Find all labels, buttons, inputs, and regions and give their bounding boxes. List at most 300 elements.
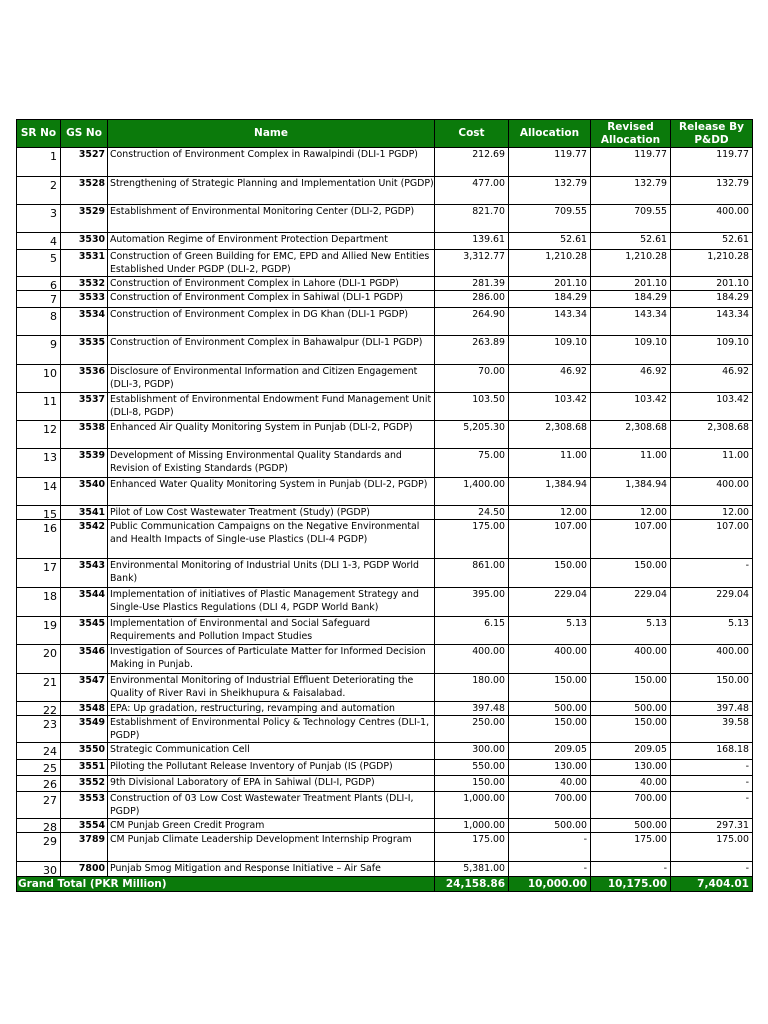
revised-allocation-cell-text: 12.00 <box>640 507 667 518</box>
cost-cell <box>435 506 509 520</box>
revised-allocation-cell <box>591 792 671 819</box>
revised-allocation-cell-text: 109.10 <box>634 337 667 348</box>
name-cell-text: Disclosure of Environmental Information and Citizen Engagement (DLI-3, PGDP) <box>110 366 418 390</box>
cost-cell <box>435 393 509 421</box>
name-cell <box>108 674 435 702</box>
allocation-cell-text: 500.00 <box>554 703 587 714</box>
sr-no-cell-text: 3 <box>50 207 57 220</box>
name-cell-text: Pilot of Low Cost Wastewater Treatment (Study) (PGDP) <box>110 507 370 518</box>
revised-allocation-cell-text: - <box>663 863 667 874</box>
release-cell-text: 109.10 <box>716 337 749 348</box>
sr-no-cell-text: 16 <box>43 522 57 535</box>
gs-no-cell <box>61 148 108 177</box>
allocation-cell-text: 184.29 <box>554 292 587 303</box>
cost-cell <box>435 833 509 862</box>
gs-no-cell <box>61 250 108 277</box>
allocation-cell-text: 1,210.28 <box>545 251 587 262</box>
allocation-cell-text: 5.13 <box>566 618 587 629</box>
name-cell-text: 9th Divisional Laboratory of EPA in Sahiwal (DLI-I, PGDP) <box>110 777 375 788</box>
table-row <box>17 365 753 393</box>
cost-cell-text: 180.00 <box>472 675 505 686</box>
revised-allocation-cell-text: 40.00 <box>640 777 667 788</box>
table-row <box>17 233 753 250</box>
release-cell-text: 201.10 <box>716 278 749 289</box>
gs-no-cell <box>61 478 108 506</box>
gs-no-cell <box>61 393 108 421</box>
header-allocation: Allocation <box>509 120 591 148</box>
sr-no-cell <box>17 559 61 588</box>
table-row <box>17 177 753 205</box>
gs-no-cell <box>61 645 108 674</box>
sr-no-cell <box>17 588 61 617</box>
cost-cell <box>435 308 509 336</box>
table-row <box>17 421 753 449</box>
revised-allocation-cell <box>591 776 671 792</box>
sr-no-cell-text: 2 <box>50 179 57 192</box>
cost-cell <box>435 277 509 291</box>
allocation-cell <box>509 520 591 559</box>
grand-total-release: 7,404.01 <box>671 877 753 892</box>
release-cell <box>671 308 753 336</box>
sr-no-cell <box>17 205 61 233</box>
gs-no-cell <box>61 291 108 308</box>
allocation-cell-text: 143.34 <box>554 309 587 320</box>
revised-allocation-cell <box>591 702 671 716</box>
allocation-cell <box>509 674 591 702</box>
name-cell <box>108 559 435 588</box>
release-cell <box>671 776 753 792</box>
gs-no-cell-text: 3544 <box>78 589 105 600</box>
allocation-cell-text: 1,384.94 <box>545 479 587 490</box>
gs-no-cell <box>61 421 108 449</box>
sr-no-cell <box>17 177 61 205</box>
gs-no-cell-text: 3529 <box>78 206 105 217</box>
allocation-cell <box>509 148 591 177</box>
gs-no-cell-text: 3553 <box>78 793 105 804</box>
name-cell <box>108 506 435 520</box>
sr-no-cell-text: 13 <box>43 451 57 464</box>
cost-cell <box>435 421 509 449</box>
revised-allocation-cell <box>591 760 671 776</box>
name-cell-text: Strategic Communication Cell <box>110 744 250 755</box>
cost-cell <box>435 674 509 702</box>
name-cell <box>108 205 435 233</box>
header-sr-no: SR No <box>17 120 61 148</box>
cost-cell <box>435 716 509 743</box>
revised-allocation-cell <box>591 716 671 743</box>
sr-no-cell <box>17 674 61 702</box>
release-cell <box>671 520 753 559</box>
cost-cell <box>435 336 509 365</box>
release-cell-text: 297.31 <box>716 820 749 831</box>
cost-cell <box>435 760 509 776</box>
cost-cell <box>435 559 509 588</box>
sr-no-cell-text: 18 <box>43 590 57 603</box>
revised-allocation-cell-text: 229.04 <box>634 589 667 600</box>
sr-no-cell-text: 7 <box>50 293 57 306</box>
sr-no-cell <box>17 760 61 776</box>
release-cell <box>671 743 753 760</box>
name-cell <box>108 702 435 716</box>
gs-no-cell-text: 3547 <box>78 675 105 686</box>
release-cell-text: 150.00 <box>716 675 749 686</box>
sr-no-cell-text: 17 <box>43 561 57 574</box>
gs-no-cell-text: 3528 <box>78 178 105 189</box>
grand-total-row <box>17 877 753 892</box>
release-cell <box>671 506 753 520</box>
allocation-cell <box>509 277 591 291</box>
release-cell-text: 397.48 <box>716 703 749 714</box>
release-cell-text: 103.42 <box>716 394 749 405</box>
allocation-cell <box>509 308 591 336</box>
release-cell-text: - <box>745 793 749 804</box>
cost-cell-text: 397.48 <box>472 703 505 714</box>
allocation-cell-text: - <box>583 834 587 845</box>
allocation-cell-text: 109.10 <box>554 337 587 348</box>
gs-no-cell <box>61 833 108 862</box>
sr-no-cell-text: 12 <box>43 423 57 436</box>
revised-allocation-cell-text: 1,210.28 <box>625 251 667 262</box>
cost-cell <box>435 862 509 877</box>
allocation-cell <box>509 743 591 760</box>
allocation-cell-text: 130.00 <box>554 761 587 772</box>
gs-no-cell-text: 3554 <box>78 820 105 831</box>
allocation-cell-text: 709.55 <box>554 206 587 217</box>
release-cell-text: 1,210.28 <box>707 251 749 262</box>
name-cell <box>108 365 435 393</box>
sr-no-cell-text: 23 <box>43 718 57 731</box>
gs-no-cell <box>61 862 108 877</box>
revised-allocation-cell <box>591 205 671 233</box>
sr-no-cell <box>17 449 61 478</box>
gs-no-cell-text: 3530 <box>78 234 105 245</box>
cost-cell <box>435 250 509 277</box>
cost-cell-text: 75.00 <box>478 450 505 461</box>
allocation-cell-text: 229.04 <box>554 589 587 600</box>
revised-allocation-cell <box>591 819 671 833</box>
revised-allocation-cell <box>591 520 671 559</box>
name-cell <box>108 862 435 877</box>
cost-cell <box>435 645 509 674</box>
gs-no-cell <box>61 520 108 559</box>
name-cell <box>108 308 435 336</box>
cost-cell-text: 139.61 <box>472 234 505 245</box>
allocation-cell <box>509 233 591 250</box>
release-cell-text: 39.58 <box>722 717 749 728</box>
sr-no-cell <box>17 743 61 760</box>
name-cell-text: Establishment of Environmental Policy & Technology Centres (DLI-1, PGDP) <box>110 717 430 741</box>
sr-no-cell <box>17 148 61 177</box>
cost-cell-text: 300.00 <box>472 744 505 755</box>
cost-cell-text: 5,205.30 <box>463 422 505 433</box>
cost-cell <box>435 776 509 792</box>
gs-no-cell-text: 3550 <box>78 744 105 755</box>
name-cell <box>108 233 435 250</box>
table-row <box>17 291 753 308</box>
gs-no-cell <box>61 760 108 776</box>
name-cell <box>108 148 435 177</box>
revised-allocation-cell <box>591 588 671 617</box>
release-cell <box>671 792 753 819</box>
revised-allocation-cell-text: 5.13 <box>646 618 667 629</box>
gs-no-cell <box>61 702 108 716</box>
name-cell <box>108 250 435 277</box>
name-cell <box>108 645 435 674</box>
sr-no-cell <box>17 250 61 277</box>
sr-no-cell <box>17 862 61 877</box>
name-cell-text: EPA: Up gradation, restructuring, revamping and automation <box>110 703 395 714</box>
table-row <box>17 776 753 792</box>
table-row <box>17 478 753 506</box>
release-cell-text: 119.77 <box>716 149 749 160</box>
allocation-cell <box>509 336 591 365</box>
sr-no-cell-text: 5 <box>50 252 57 265</box>
gs-no-cell <box>61 205 108 233</box>
allocation-cell-text: 119.77 <box>554 149 587 160</box>
table-row <box>17 277 753 291</box>
name-cell-text: Environmental Monitoring of Industrial Effluent Deteriorating the Quality of River Ravi in Sheikhupura & Faisalabad. <box>110 675 414 699</box>
sr-no-cell-text: 15 <box>43 508 57 519</box>
name-cell-text: Strengthening of Strategic Planning and Implementation Unit (PGDP) <box>110 178 434 189</box>
sr-no-cell <box>17 520 61 559</box>
release-cell-text: 132.79 <box>716 178 749 189</box>
table-row <box>17 862 753 877</box>
release-cell-text: 52.61 <box>722 234 749 245</box>
cost-cell-text: 264.90 <box>472 309 505 320</box>
revised-allocation-cell <box>591 421 671 449</box>
revised-allocation-cell-text: 709.55 <box>634 206 667 217</box>
name-cell-text: Enhanced Air Quality Monitoring System in Punjab (DLI-2, PGDP) <box>110 422 413 433</box>
gs-no-cell-text: 3534 <box>78 309 105 320</box>
table-row <box>17 833 753 862</box>
cost-cell <box>435 177 509 205</box>
name-cell <box>108 760 435 776</box>
sr-no-cell-text: 26 <box>43 778 57 791</box>
cost-cell <box>435 588 509 617</box>
allocation-cell <box>509 833 591 862</box>
revised-allocation-cell <box>591 365 671 393</box>
cost-cell <box>435 617 509 645</box>
sr-no-cell <box>17 365 61 393</box>
name-cell-text: Enhanced Water Quality Monitoring System in Punjab (DLI-2, PGDP) <box>110 479 428 490</box>
cost-cell <box>435 743 509 760</box>
revised-allocation-cell-text: 400.00 <box>634 646 667 657</box>
name-cell <box>108 588 435 617</box>
table-row <box>17 559 753 588</box>
release-cell <box>671 588 753 617</box>
allocation-cell-text: 11.00 <box>560 450 587 461</box>
table-row <box>17 393 753 421</box>
release-cell-text: 175.00 <box>716 834 749 845</box>
revised-allocation-cell-text: 500.00 <box>634 703 667 714</box>
sr-no-cell-text: 30 <box>43 864 57 876</box>
sr-no-cell <box>17 308 61 336</box>
table-row <box>17 449 753 478</box>
sr-no-cell <box>17 776 61 792</box>
sr-no-cell <box>17 421 61 449</box>
sr-no-cell-text: 4 <box>50 235 57 248</box>
sr-no-cell-text: 24 <box>43 745 57 758</box>
name-cell <box>108 743 435 760</box>
cost-cell-text: 212.69 <box>472 149 505 160</box>
revised-allocation-cell <box>591 645 671 674</box>
name-cell-text: Construction of Environment Complex in Bahawalpur (DLI-1 PGDP) <box>110 337 423 348</box>
cost-cell-text: 477.00 <box>472 178 505 189</box>
sr-no-cell <box>17 617 61 645</box>
allocation-cell <box>509 776 591 792</box>
gs-no-cell <box>61 277 108 291</box>
cost-cell-text: 395.00 <box>472 589 505 600</box>
sr-no-cell-text: 21 <box>43 676 57 689</box>
release-cell <box>671 862 753 877</box>
revised-allocation-cell-text: 46.92 <box>640 366 667 377</box>
allocation-cell-text: 209.05 <box>554 744 587 755</box>
sr-no-cell <box>17 277 61 291</box>
table-row <box>17 308 753 336</box>
gs-no-cell <box>61 617 108 645</box>
cost-cell-text: 175.00 <box>472 834 505 845</box>
header-name: Name <box>108 120 435 148</box>
revised-allocation-cell <box>591 233 671 250</box>
release-cell-text: 11.00 <box>722 450 749 461</box>
revised-allocation-cell-text: 150.00 <box>634 717 667 728</box>
cost-cell-text: 103.50 <box>472 394 505 405</box>
table-row <box>17 743 753 760</box>
allocation-cell-text: 150.00 <box>554 717 587 728</box>
name-cell-text: CM Punjab Green Credit Program <box>110 820 265 831</box>
release-cell-text: 229.04 <box>716 589 749 600</box>
cost-cell-text: 6.15 <box>484 618 505 629</box>
allocation-cell <box>509 792 591 819</box>
gs-no-cell-text: 3533 <box>78 292 105 303</box>
grand-total-allocation: 10,000.00 <box>509 877 591 892</box>
allocation-cell-text: 132.79 <box>554 178 587 189</box>
gs-no-cell-text: 7800 <box>78 863 105 874</box>
gs-no-cell-text: 3541 <box>78 507 105 518</box>
header-cost: Cost <box>435 120 509 148</box>
sr-no-cell-text: 8 <box>50 310 57 323</box>
name-cell <box>108 478 435 506</box>
revised-allocation-cell <box>591 277 671 291</box>
revised-allocation-cell <box>591 506 671 520</box>
cost-cell-text: 286.00 <box>472 292 505 303</box>
header-gs-no: GS No <box>61 120 108 148</box>
allocation-cell <box>509 449 591 478</box>
release-cell-text: - <box>745 560 749 571</box>
revised-allocation-cell-text: 1,384.94 <box>625 479 667 490</box>
name-cell <box>108 819 435 833</box>
header-row <box>17 120 753 148</box>
revised-allocation-cell-text: 119.77 <box>634 149 667 160</box>
allocation-cell <box>509 716 591 743</box>
allocation-cell <box>509 819 591 833</box>
revised-allocation-cell-text: 103.42 <box>634 394 667 405</box>
name-cell-text: Construction of Environment Complex in DG Khan (DLI-1 PGDP) <box>110 309 409 320</box>
sr-no-cell-text: 9 <box>50 338 57 351</box>
release-cell <box>671 617 753 645</box>
release-cell-text: 400.00 <box>716 206 749 217</box>
release-cell-text: 46.92 <box>722 366 749 377</box>
name-cell <box>108 421 435 449</box>
cost-cell-text: 5,381.00 <box>463 863 505 874</box>
cost-cell-text: 250.00 <box>472 717 505 728</box>
table-row <box>17 760 753 776</box>
gs-no-cell <box>61 336 108 365</box>
table-row <box>17 250 753 277</box>
sr-no-cell-text: 22 <box>43 704 57 715</box>
allocation-cell-text: 107.00 <box>554 521 587 532</box>
release-cell <box>671 148 753 177</box>
cost-cell <box>435 449 509 478</box>
cost-cell <box>435 702 509 716</box>
release-cell <box>671 336 753 365</box>
revised-allocation-cell-text: 132.79 <box>634 178 667 189</box>
allocation-cell <box>509 478 591 506</box>
sr-no-cell-text: 6 <box>50 279 57 290</box>
name-cell <box>108 336 435 365</box>
release-cell-text: 107.00 <box>716 521 749 532</box>
name-cell <box>108 833 435 862</box>
release-cell <box>671 716 753 743</box>
cost-cell-text: 1,000.00 <box>463 820 505 831</box>
header-release: Release By P&DD <box>671 120 753 148</box>
name-cell <box>108 449 435 478</box>
sr-no-cell <box>17 393 61 421</box>
sr-no-cell <box>17 478 61 506</box>
name-cell-text: Environmental Monitoring of Industrial Units (DLI 1-3, PGDP World Bank) <box>110 560 419 584</box>
gs-no-cell <box>61 588 108 617</box>
release-cell-text: 143.34 <box>716 309 749 320</box>
release-cell-text: 168.18 <box>716 744 749 755</box>
name-cell-text: Public Communication Campaigns on the Negative Environmental and Health Impacts of Single-use Plastics (DLI-4 PGDP) <box>110 521 420 545</box>
sr-no-cell <box>17 819 61 833</box>
name-cell-text: Investigation of Sources of Particulate Matter for Informed Decision Making in Punjab. <box>110 646 426 670</box>
gs-no-cell-text: 3532 <box>78 278 105 289</box>
cost-cell-text: 550.00 <box>472 761 505 772</box>
gs-no-cell <box>61 716 108 743</box>
revised-allocation-cell <box>591 291 671 308</box>
release-cell <box>671 819 753 833</box>
gs-no-cell-text: 3540 <box>78 479 105 490</box>
gs-no-cell-text: 3551 <box>78 761 105 772</box>
revised-allocation-cell <box>591 617 671 645</box>
name-cell-text: Implementation of initiatives of Plastic Management Strategy and Single-Use Plastics Regulations (DLI 4, PGDP World Bank) <box>110 589 419 613</box>
name-cell <box>108 291 435 308</box>
allocation-cell-text: 52.61 <box>560 234 587 245</box>
name-cell-text: Automation Regime of Environment Protection Department <box>110 234 388 245</box>
allocation-cell <box>509 645 591 674</box>
gs-no-cell-text: 3549 <box>78 717 105 728</box>
allocation-cell <box>509 393 591 421</box>
name-cell-text: Construction of 03 Low Cost Wastewater Treatment Plants (DLI-I, PGDP) <box>110 793 414 817</box>
allocation-cell <box>509 421 591 449</box>
name-cell <box>108 520 435 559</box>
sr-no-cell-text: 20 <box>43 647 57 660</box>
name-cell <box>108 393 435 421</box>
cost-cell <box>435 819 509 833</box>
name-cell-text: Piloting the Pollutant Release Inventory of Punjab (IS (PGDP) <box>110 761 393 772</box>
release-cell-text: 184.29 <box>716 292 749 303</box>
name-cell <box>108 277 435 291</box>
cost-cell-text: 861.00 <box>472 560 505 571</box>
allocation-cell <box>509 291 591 308</box>
revised-allocation-cell <box>591 862 671 877</box>
revised-allocation-cell-text: 11.00 <box>640 450 667 461</box>
release-cell <box>671 393 753 421</box>
revised-allocation-cell <box>591 449 671 478</box>
release-cell <box>671 365 753 393</box>
release-cell-text: 12.00 <box>722 507 749 518</box>
